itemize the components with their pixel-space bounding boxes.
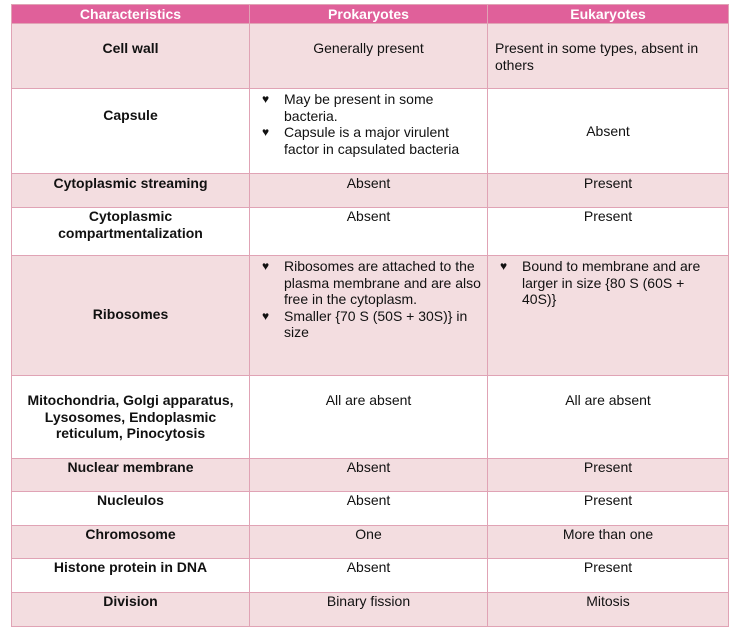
- eukaryotes-value: Present: [583, 175, 633, 191]
- characteristic-label: Division: [103, 593, 158, 609]
- prokaryotes-value: Absent: [346, 559, 391, 575]
- characteristic-label: Capsule: [103, 107, 158, 123]
- characteristic-label: Mitochondria, Golgi apparatus, Lysosomes, Endoplasmic reticulum, Pinocytosis: [27, 392, 234, 441]
- table-row: [12, 526, 729, 559]
- prokaryotes-cell: [250, 24, 488, 89]
- eukaryotes-value: More than one: [562, 526, 654, 542]
- prokaryotes-value: Absent: [346, 459, 391, 475]
- prokaryotes-value: All are absent: [325, 392, 412, 408]
- characteristic-cell: [12, 559, 250, 593]
- eukaryotes-cell: [488, 376, 729, 459]
- eukaryotes-value: Absent: [586, 123, 630, 139]
- characteristic-label: Cell wall: [102, 40, 159, 56]
- characteristic-label: Cytoplasmic compartmentalization: [58, 208, 203, 241]
- table-row: [12, 174, 729, 208]
- eukaryotes-value: Present: [583, 208, 633, 224]
- eukaryotes-cell: [488, 256, 729, 376]
- characteristic-label: Chromosome: [85, 526, 176, 542]
- bullet-item: ♥ Bound to membrane and are larger in size {80 S (60S + 40S)}: [522, 258, 712, 308]
- characteristic-cell: [12, 208, 250, 256]
- characteristic-cell: [12, 376, 250, 459]
- prokaryotes-value: One: [355, 526, 382, 542]
- characteristic-label: Ribosomes: [92, 306, 169, 322]
- prokaryotes-value: Binary fission: [326, 593, 411, 609]
- table-row: [12, 208, 729, 256]
- eukaryotes-value: Present: [583, 459, 633, 475]
- eukaryotes-cell: [488, 174, 729, 208]
- characteristic-label: Histone protein in DNA: [53, 559, 208, 575]
- prokaryotes-value: Generally present: [313, 40, 424, 56]
- eukaryotes-cell: [488, 559, 729, 593]
- eukaryotes-bullet-list: [488, 258, 728, 308]
- characteristic-cell: [12, 256, 250, 376]
- prokaryotes-cell: [250, 174, 488, 208]
- prokaryotes-cell: [250, 593, 488, 627]
- header-eukaryotes: Eukaryotes: [488, 5, 729, 24]
- characteristic-cell: [12, 492, 250, 526]
- prokaryotes-cell: [250, 89, 488, 174]
- eukaryotes-value: Mitosis: [586, 593, 630, 609]
- characteristic-cell: [12, 593, 250, 627]
- table-row: [12, 492, 729, 526]
- eukaryotes-value: Present: [583, 559, 633, 575]
- prokaryotes-cell: [250, 459, 488, 492]
- eukaryotes-cell: [488, 593, 729, 627]
- characteristic-cell: [12, 459, 250, 492]
- prokaryotes-cell: [250, 492, 488, 526]
- table-row: [12, 376, 729, 459]
- prokaryotes-value: Absent: [346, 208, 391, 224]
- characteristic-label: Nucleulos: [97, 492, 164, 508]
- prokaryotes-cell: [250, 526, 488, 559]
- prokaryotes-cell: [250, 256, 488, 376]
- prokaryotes-cell: [250, 376, 488, 459]
- bullet-item: ♥ Capsule is a major virulent factor in capsulated bacteria: [284, 124, 481, 157]
- table-row: [12, 89, 729, 174]
- prokaryotes-value: Absent: [346, 175, 391, 191]
- table-row: [12, 459, 729, 492]
- characteristic-cell: [12, 526, 250, 559]
- prokaryotes-bullet-list: [250, 258, 487, 341]
- comparison-table: [11, 4, 729, 627]
- bullet-item: ♥ Ribosomes are attached to the plasma membrane and are also free in the cytoplasm.: [284, 258, 481, 308]
- characteristic-cell: [12, 89, 250, 174]
- eukaryotes-cell: [488, 526, 729, 559]
- table-row: [12, 24, 729, 89]
- table-row: [12, 593, 729, 627]
- header-row: [12, 5, 729, 24]
- characteristic-cell: [12, 24, 250, 89]
- bullet-item: ♥ Smaller {70 S (50S + 30S)} in size: [284, 308, 481, 341]
- header-characteristics: Characteristics: [12, 5, 250, 24]
- prokaryotes-cell: [250, 559, 488, 593]
- characteristic-cell: [12, 174, 250, 208]
- bullet-item: ♥ May be present in some bacteria.: [284, 91, 481, 124]
- prokaryotes-value: Absent: [346, 492, 391, 508]
- eukaryotes-cell: [488, 89, 729, 174]
- header-prokaryotes: Prokaryotes: [250, 5, 488, 24]
- eukaryotes-cell: [488, 24, 729, 89]
- characteristic-label: Cytoplasmic streaming: [53, 175, 208, 191]
- eukaryotes-value: Present: [583, 492, 633, 508]
- table-row: [12, 559, 729, 593]
- prokaryotes-cell: [250, 208, 488, 256]
- prokaryotes-bullet-list: [250, 91, 487, 157]
- eukaryotes-cell: [488, 492, 729, 526]
- eukaryotes-cell: [488, 459, 729, 492]
- eukaryotes-value: All are absent: [565, 392, 651, 408]
- eukaryotes-value: Present in some types, absent in others: [495, 40, 699, 73]
- eukaryotes-cell: [488, 208, 729, 256]
- table-row: [12, 256, 729, 376]
- characteristic-label: Nuclear membrane: [67, 459, 194, 475]
